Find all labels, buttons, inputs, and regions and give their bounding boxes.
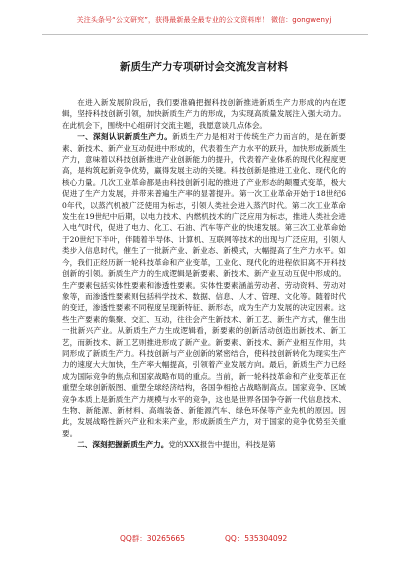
section-2-paragraph [62, 439, 346, 450]
section-1-heading: 一、深刻认识新质生产力。 [77, 132, 173, 142]
footer-qq-group: QQ群：30265665 [120, 534, 185, 543]
section-1-paragraph [62, 131, 346, 439]
intro-paragraph: 在进入新发展阶段后，我们要准确把握科技创新推进新质生产力形成的内在逻辑，坚持科技创新引领，加快新质生产力的形成，为实现高质量发展注入强大动力。在此机会下，围绕中心组研讨交流主题，我愿意谈几点体会。 [62, 98, 346, 130]
page-header [0, 0, 408, 46]
section-2-heading: 二、深刻把握新质生产力。 [77, 440, 169, 450]
document-title: 新质生产力专项研讨会交流发言材料 [120, 61, 288, 73]
section-1-text: 新质生产力是相对于传统生产力而言的，是在新要素、新技术、新产业互动促进中形成的，代表着生产力水平的跃升，加快形成新质生产力，意味着以科技创新推进产业创新能力的提升，代表着产业体系的现代化程度更高，是构筑起新竞争优势，赢得发展主动的关键。科技创新是推进工业化、现代化的核心力量。几次工业革命都是由科技创新引起的推进了产业形态的颠覆式变革，极大促进了生产力发展，并带来普遍生产率的显著提升。第一次工业革命开始于18世纪60年代，以蒸汽机被广泛使用为标志，引领人类社会进入蒸汽时代。第二次工业革命发生在19世纪中后期，以电力技术、内燃机技术的广泛应用为标志，推进人类社会进入电气时代，促进了电力、化工、石油、汽车等产业的快速发展。第三次工业革命始于20世纪下半叶，伴随着半导体、计算机、互联网等技术的出现与广泛应用，引领人类步入信息时代，催生了一批新产业、新业态、新模式，大幅提高了生产力水平。如今，我们正经历新一轮科技革命和产业变革，工业化、现代化的进程依旧离不开科技创新的引领。新质生产力的生成逻辑是新要素、新技术、新产业互动互促中形成的。生产要素包括实体性要素和渗透性要素。实体性要素涵盖劳动者、劳动资料、劳动对象等，而渗透性要素则包括科学技术、数据、信息、人才、管理、文化等。随着时代的变迁，渗透性要素不同程度呈现新特征、新形态，成为生产力发展的决定因素。这些生产要素的集聚、交汇、互动，往往会产生新技术、新工艺、新生产方式，催生出一批新兴产业。从新质生产力生成逻辑看，新要素的创新活动创造出新技术、新工艺，而新技术、新工艺则推进形成了新产业。新要素、新技术、新产业相互作用，共同形成了新质生产力。科技创新与产业创新的紧密结合，使科技创新转化为现实生产力的速度大大加快，生产率大幅提高，引领着产业发展方向。最后，新质生产力已经成为国际竞争的焦点和国家战略布局的重点。当前，新一轮科技革命和产业变革正在重塑全球创新版图、重塑全球经济结构，各国争相抢占战略制高点。国家竞争、区域竞争本质上是新质生产力规模与水平的竞争，这也是世界各国争夺新一代信息技术、生物、新能源、新材料、高端装备、新能源汽车、绿色环保等产业先机的原因。因此，发展战略性新兴产业和未来产业，形成新质生产力，对于国家的竞争优势至关重要。 [62, 132, 347, 438]
document-body [62, 97, 346, 451]
section-2-text: 党的XXX报告中提出，科技是第 [168, 440, 276, 450]
header-promo-text: 关注头条号“公文研究”，获得最新最全最专业的公文资料库！ 微信：gongwenyj [76, 16, 332, 24]
header-divider [42, 34, 368, 35]
footer-qq: QQ：535304092 [225, 534, 288, 543]
page-footer [0, 533, 408, 553]
